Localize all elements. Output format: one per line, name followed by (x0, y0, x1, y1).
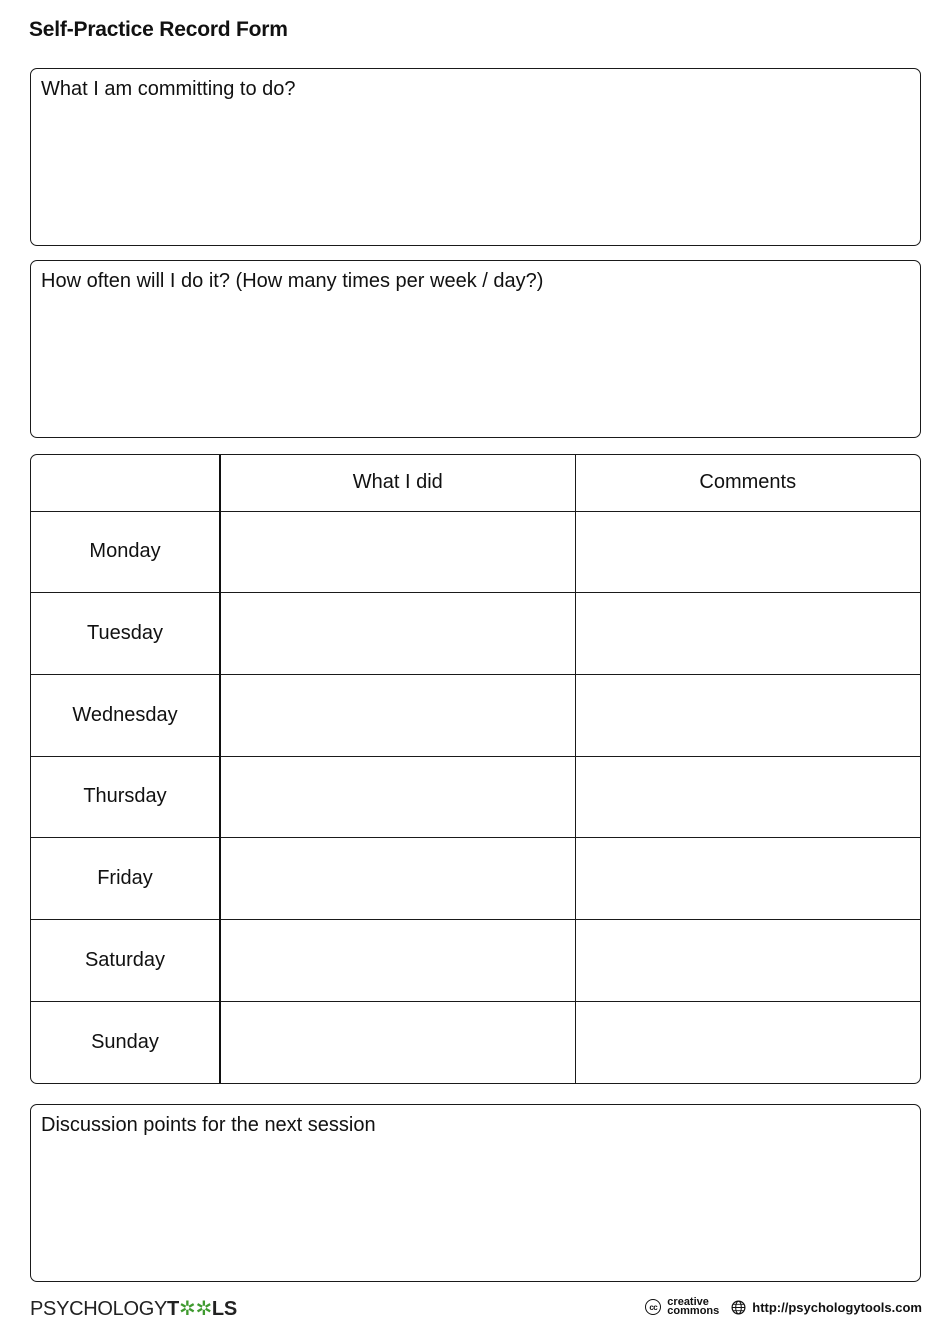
day-label-thursday: Thursday (31, 756, 220, 838)
table-header-row (31, 455, 920, 511)
discussion-input-area[interactable] (31, 1145, 920, 1281)
thursday-comments-cell[interactable] (575, 756, 920, 838)
header-blank-cell (31, 455, 220, 511)
gear-icon: ✲ (178, 1298, 196, 1320)
sunday-what-i-did-cell[interactable] (220, 1001, 575, 1083)
commitment-box[interactable] (30, 68, 921, 246)
page-title: Self-Practice Record Form (29, 18, 288, 41)
table-row (31, 511, 920, 593)
day-label-tuesday: Tuesday (31, 593, 220, 675)
globe-icon (731, 1300, 746, 1315)
commitment-label: What I am committing to do? (41, 78, 296, 100)
footer-credits (645, 1298, 922, 1316)
frequency-label: How often will I do it? (How many times per week / day?) (41, 270, 544, 292)
table-row (31, 838, 920, 920)
creative-commons-icon: cc (645, 1299, 661, 1315)
creative-commons-text (667, 1298, 719, 1316)
logo-text-psychology: PSYCHOLOGY (30, 1298, 168, 1320)
cc-line-commons: commons (667, 1305, 720, 1317)
frequency-input-area[interactable] (31, 301, 920, 437)
monday-comments-cell[interactable] (575, 511, 920, 593)
saturday-what-i-did-cell[interactable] (220, 920, 575, 1002)
discussion-label: Discussion points for the next session (41, 1114, 376, 1136)
gear-icon: ✲ (195, 1298, 212, 1320)
sunday-comments-cell[interactable] (575, 1001, 920, 1083)
monday-what-i-did-cell[interactable] (220, 511, 575, 593)
commitment-input-area[interactable] (31, 109, 920, 245)
website-link[interactable]: http://psychologytools.com (752, 1299, 922, 1315)
day-label-monday: Monday (31, 511, 220, 593)
day-label-sunday: Sunday (31, 1001, 220, 1083)
friday-what-i-did-cell[interactable] (220, 838, 575, 920)
cc-line-creative: creative (667, 1296, 709, 1308)
table-row (31, 920, 920, 1002)
day-label-friday: Friday (31, 838, 220, 920)
table-row (31, 756, 920, 838)
tuesday-comments-cell[interactable] (575, 593, 920, 675)
friday-comments-cell[interactable] (575, 838, 920, 920)
thursday-what-i-did-cell[interactable] (220, 756, 575, 838)
tuesday-what-i-did-cell[interactable] (220, 593, 575, 675)
logo-text-ls: LS (211, 1298, 237, 1320)
day-label-wednesday: Wednesday (31, 674, 220, 756)
logo-text-t: T (167, 1298, 179, 1320)
weekly-record-table (30, 454, 921, 1084)
saturday-comments-cell[interactable] (575, 920, 920, 1002)
header-comments: Comments (575, 455, 920, 511)
discussion-box[interactable] (30, 1104, 921, 1282)
header-what-i-did: What I did (220, 455, 575, 511)
day-label-saturday: Saturday (31, 920, 220, 1002)
table-row (31, 674, 920, 756)
frequency-box[interactable] (30, 260, 921, 438)
table-row (31, 593, 920, 675)
table-row (31, 1001, 920, 1083)
wednesday-comments-cell[interactable] (575, 674, 920, 756)
psychology-tools-logo (30, 1296, 237, 1321)
wednesday-what-i-did-cell[interactable] (220, 674, 575, 756)
